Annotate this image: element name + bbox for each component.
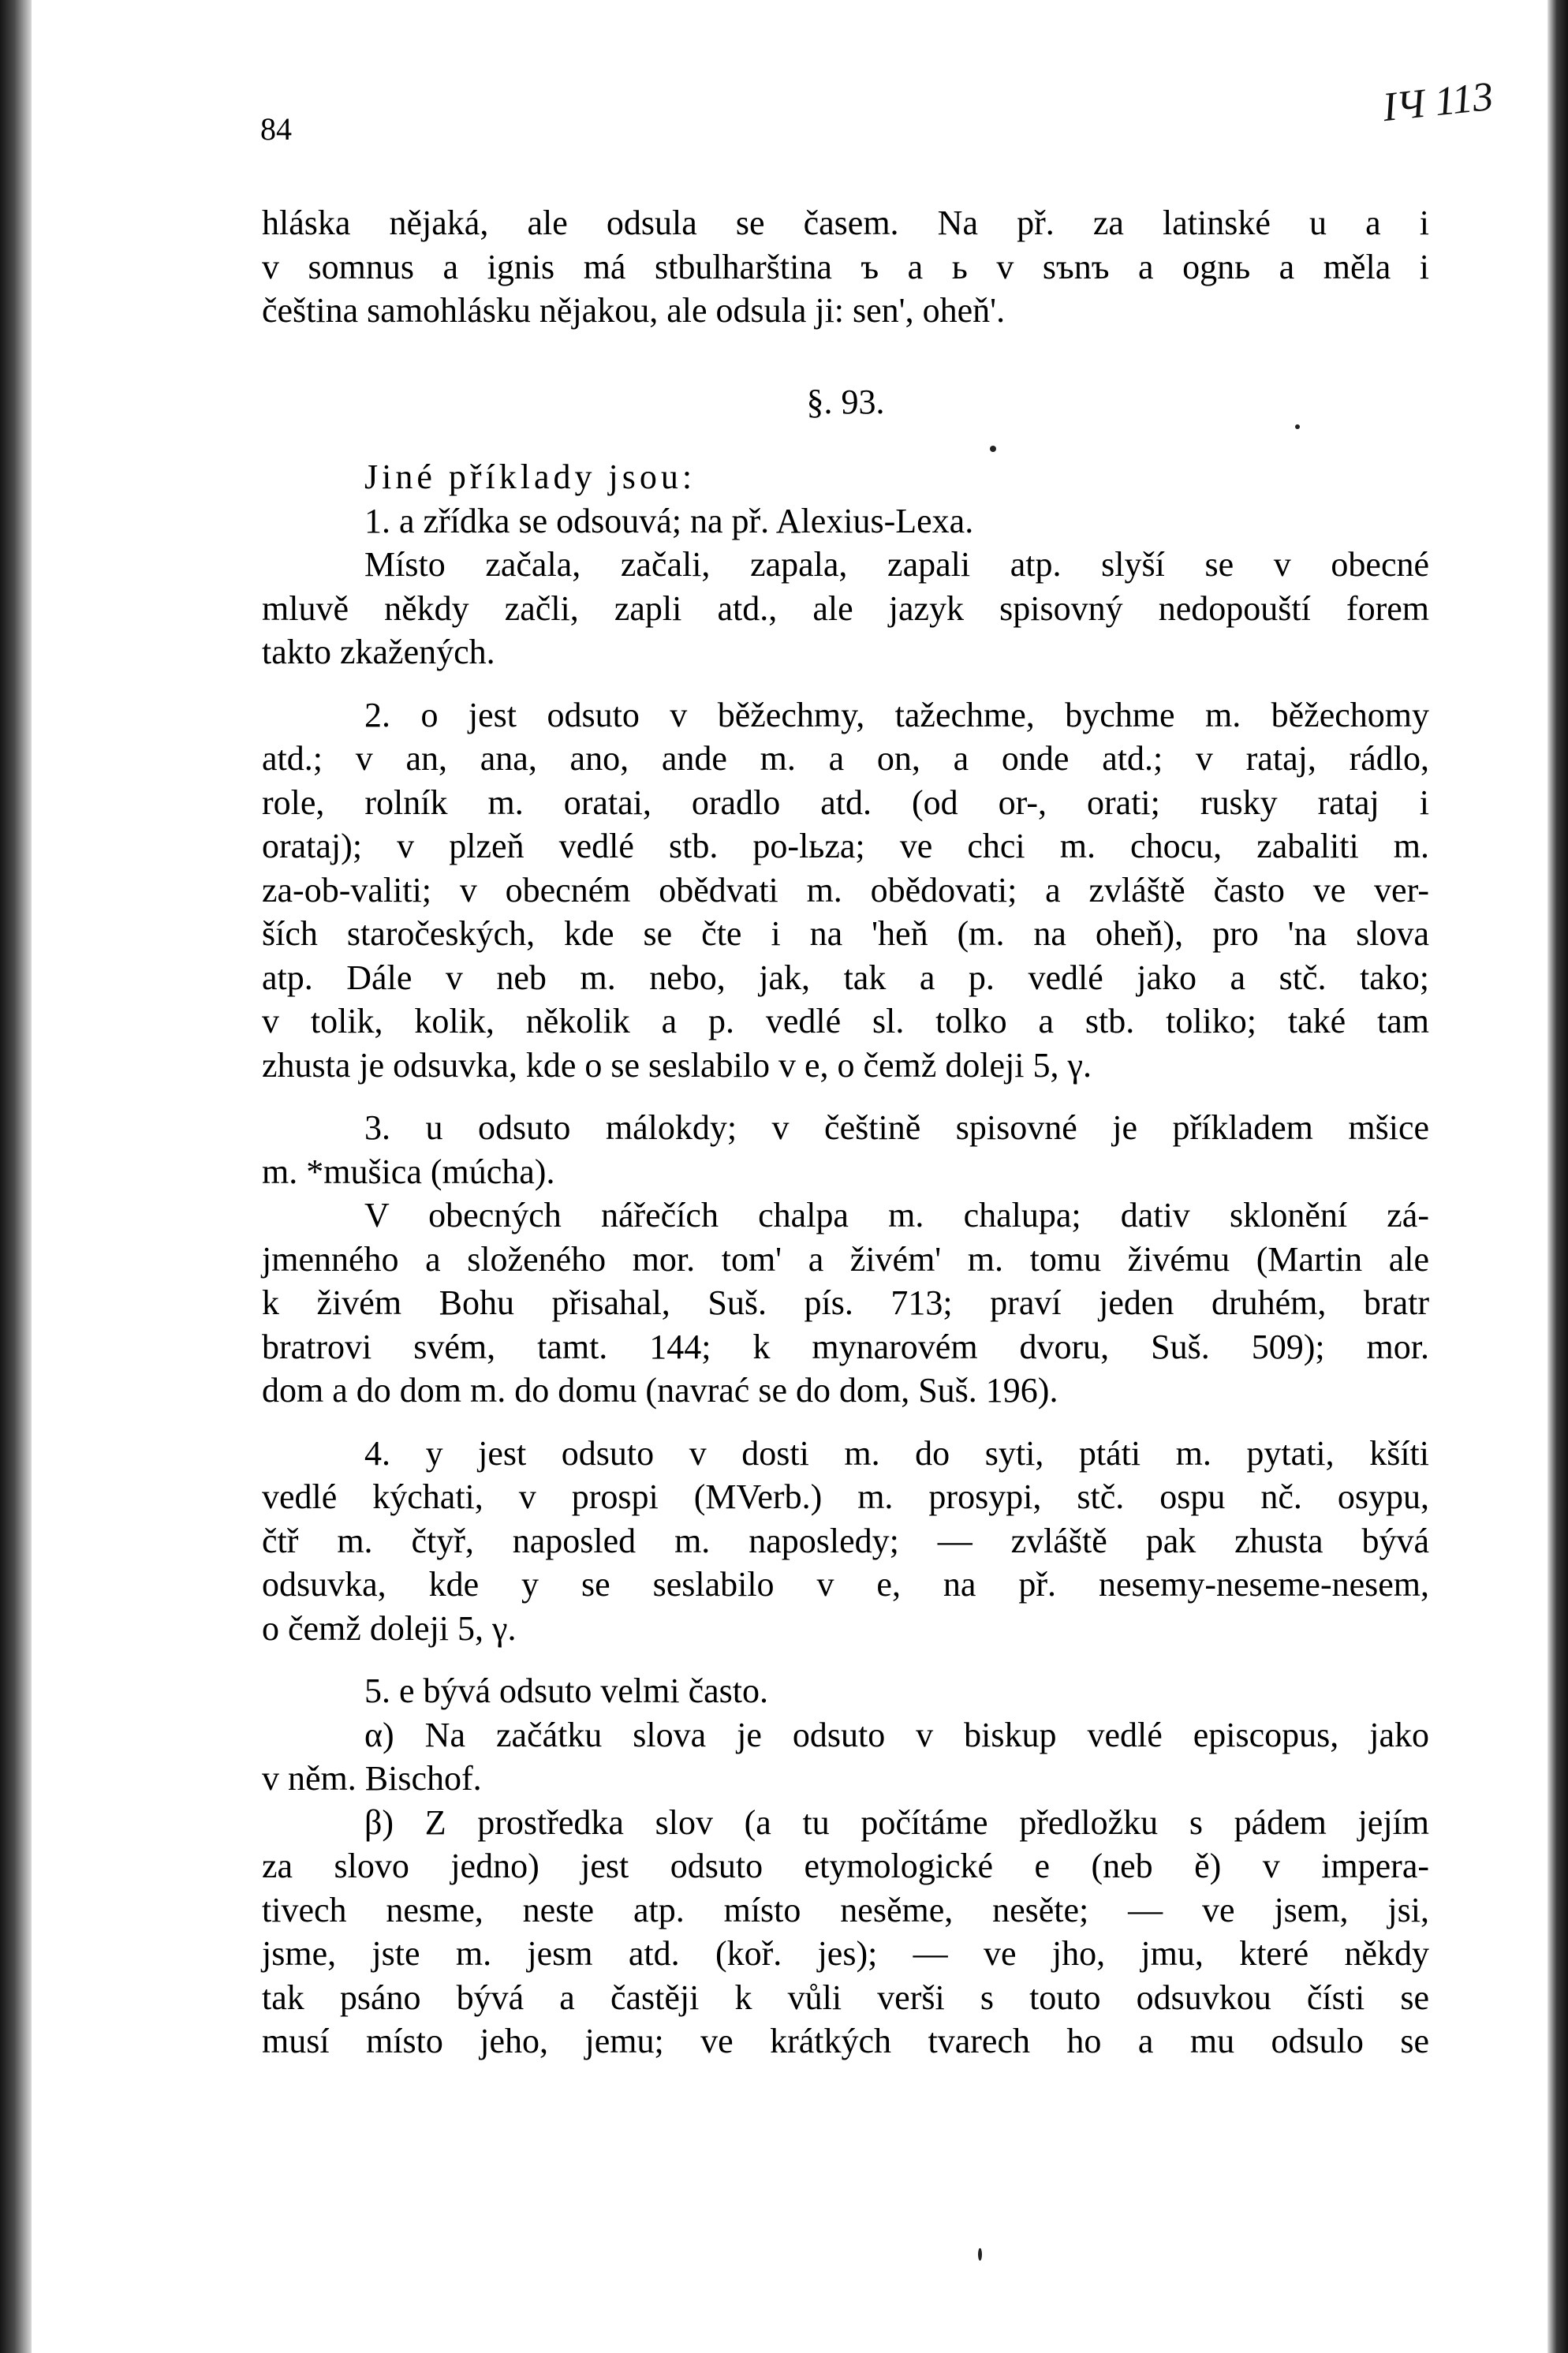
page-number: 84 bbox=[260, 111, 292, 147]
text-line: takto zkažených. bbox=[262, 633, 495, 671]
text-line: hláska nějaká, ale odsula se časem. Na př. za latinské u a i bbox=[262, 204, 1429, 242]
item-e-heading: 5. e bývá odsuto velmi často. bbox=[364, 1671, 769, 1710]
text-line: α) Na začátku slova je odsuto v biskup vedlé episcopus, jako bbox=[364, 1715, 1429, 1754]
text-line: za-ob-valiti; v obecném obědvati m. obědovati; a zvláště často ve ver- bbox=[262, 870, 1429, 909]
text-line: vedlé kýchati, v prospi (MVerb.) m. prosypi, stč. ospu nč. osypu, bbox=[262, 1477, 1429, 1516]
text-line: tivech nesme, neste atp. místo nesěme, nesěte; — ve jsem, jsi, bbox=[262, 1890, 1429, 1929]
ink-speck bbox=[1295, 424, 1300, 429]
text-line: musí místo jeho, jemu; ve krátkých tvarech ho a mu odsulo se bbox=[262, 2022, 1429, 2060]
ink-speck bbox=[990, 446, 996, 452]
text-line: role, rolník m. oratai, oradlo atd. (od or-, orati; rusky rataj i bbox=[262, 782, 1429, 822]
text-line: m. *mušica (múcha). bbox=[262, 1152, 555, 1191]
text-line: atd.; v an, ana, ano, ande m. a on, a onde atd.; v rataj, rádlo, bbox=[262, 739, 1429, 778]
page-edge-right bbox=[1547, 0, 1568, 2353]
item-o-heading: 2. o jest odsuto v běžechmy, tažechme, bychme m. běžechomy bbox=[364, 695, 1429, 734]
item-a-heading: 1. a zřídka se odsouvá; na př. Alexius-Lexa. bbox=[364, 501, 974, 540]
text-line: jsme, jste m. jesm atd. (koř. jes); — ve jho, jmu, které někdy bbox=[262, 1934, 1429, 1973]
text-line: orataj); v plzeň vedlé stb. po-lьza; ve chci m. chocu, zabaliti m. bbox=[262, 827, 1429, 865]
item-u-heading: 3. u odsuto málokdy; v češtině spisovné je příkladem mšice bbox=[364, 1108, 1429, 1147]
text-line: čeština samohlásku nějakou, ale odsula ji: sen', oheň'. bbox=[262, 291, 1006, 330]
text-line: jmenného a složeného mor. tom' a živém' m. tomu živému (Martin ale bbox=[262, 1239, 1429, 1279]
body-text bbox=[262, 201, 1429, 2064]
intro-line: Jiné příklady jsou: bbox=[364, 458, 696, 496]
text-line: bratrovi svém, tamt. 144; k mynarovém dvoru, Suš. 509); mor. bbox=[262, 1327, 1429, 1366]
text-line: mluvě někdy začli, zapli atd., ale jazyk spisovný nedopouští forem bbox=[262, 588, 1429, 628]
text-line: β) Z prostředka slov (a tu počítáme předložku s pádem jejím bbox=[364, 1802, 1429, 1842]
text-line: Místo začala, začali, zapala, zapali atp. slyší se v obecné bbox=[364, 545, 1429, 584]
item-y-heading: 4. y jest odsuto v dosti m. do syti, ptáti m. pytati, kšíti bbox=[364, 1433, 1429, 1473]
text-line: odsuvka, kde y se seslabilo v e, na př. nesemy-neseme-nesem, bbox=[262, 1565, 1429, 1604]
handwritten-annotation: IЧ 113 bbox=[1380, 73, 1495, 131]
text-line: k živém Bohu přisahal, Suš. pís. 713; praví jeden druhém, bratr bbox=[262, 1283, 1429, 1322]
text-line: v somnus a ignis má stbulharština ъ a ь v sъnъ a ognь a měla i bbox=[262, 247, 1429, 286]
ink-speck bbox=[978, 2248, 982, 2261]
text-line: o čemž doleji 5, γ. bbox=[262, 1608, 517, 1648]
text-line: dom a do dom m. do domu (navrać se do dom, Suš. 196). bbox=[262, 1371, 1058, 1410]
text-line: v něm. Bischof. bbox=[262, 1759, 482, 1798]
text-line: za slovo jedno) jest odsuto etymologické e (neb ě) v impera- bbox=[262, 1847, 1429, 1885]
section-heading: §. 93. bbox=[806, 382, 885, 421]
text-line: V obecných nářečích chalpa m. chalupa; dativ sklonění zá- bbox=[364, 1196, 1429, 1234]
text-line: čtř m. čtyř, naposled m. naposledy; — zvláště pak zhusta bývá bbox=[262, 1521, 1429, 1560]
text-line: atp. Dále v neb m. nebo, jak, tak a p. vedlé jako a stč. tako; bbox=[262, 958, 1429, 997]
text-line: tak psáno bývá a častěji k vůli verši s touto odsuvkou čísti se bbox=[262, 1978, 1429, 2017]
text-line: v tolik, kolik, několik a p. vedlé sl. tolko a stb. toliko; také tam bbox=[262, 1002, 1429, 1040]
text-line: ších staročeských, kde se čte i na 'heň (m. na oheň), pro 'na slova bbox=[262, 914, 1429, 953]
page-edge-left bbox=[0, 0, 32, 2353]
text-line: zhusta je odsuvka, kde o se seslabilo v e, o čemž doleji 5, γ. bbox=[262, 1045, 1092, 1085]
